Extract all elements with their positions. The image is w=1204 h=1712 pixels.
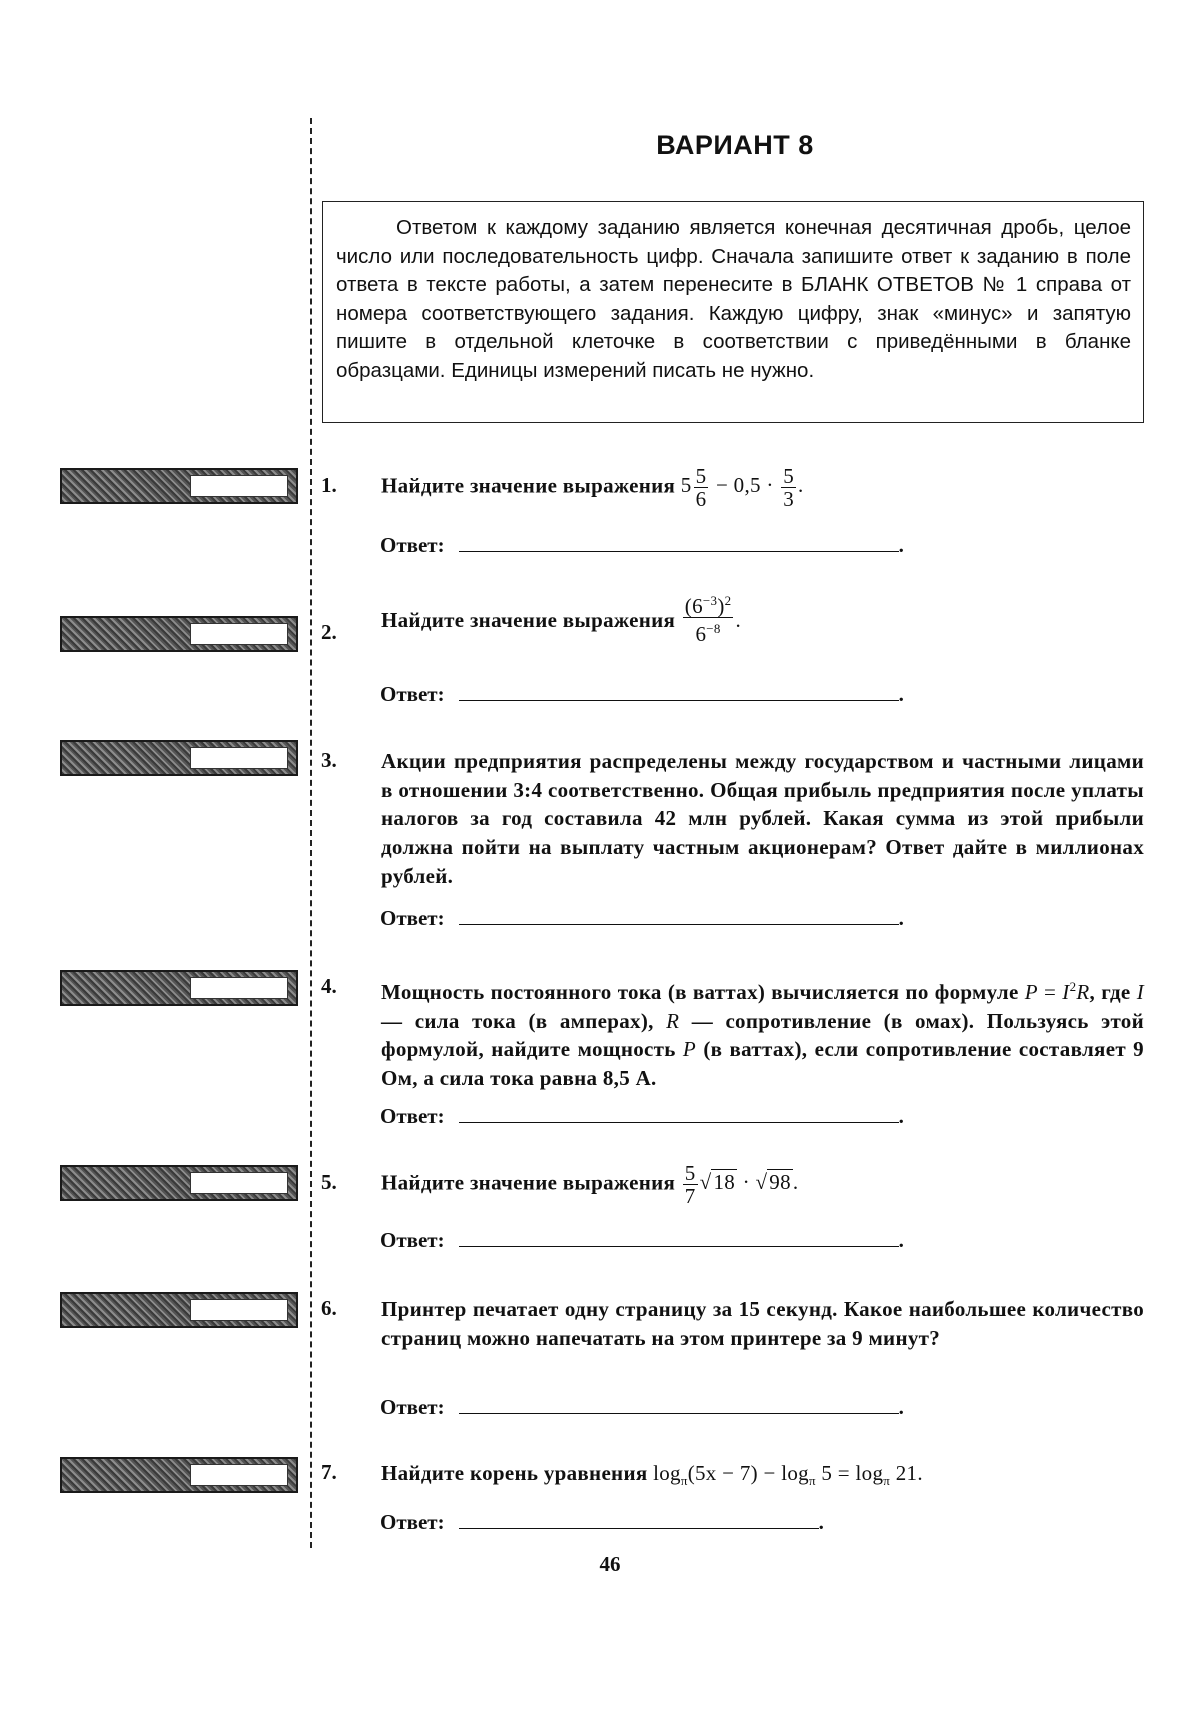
instructions-box — [322, 201, 1144, 423]
answer-cell[interactable] — [190, 977, 288, 999]
math-expression: $\frac{(6^{-3})^2}{6^{-8}}$ . — [681, 608, 741, 632]
answer-marker — [60, 1292, 298, 1328]
task-prompt: Найдите значение выражения — [381, 1170, 676, 1195]
instructions-text: Ответом к каждому заданию является конечная десятичная дробь, целое число или последовательность цифр. Сначала запишите ответ к заданию в поле ответа в тексте работы, а затем перенесите в БЛАНК ОТВЕТОВ № 1 справа от номера соответствующего задания. Каждую цифру, знак «минус» и запятую пишите в отдельной клеточке в соответствии с приведёнными в бланке образцами. Единицы измерений писать не нужно. — [336, 216, 1131, 382]
answer-line[interactable] — [459, 533, 899, 552]
answer-marker — [60, 616, 298, 652]
task-number: 7. — [321, 1460, 337, 1484]
answer-line[interactable] — [459, 682, 899, 701]
task-prompt: Акции предприятия распределены между государством и частными лицами в отношении 3:4 соответственно. Общая прибыль предприятия после уплаты налогов за год составила 42 млн рублей. Какая сумма из этой прибыли должна пойти на выплату частным акционерам? Ответ дайте в миллионах рублей. — [381, 749, 1144, 888]
variant-title: ВАРИАНТ 8 — [656, 130, 814, 160]
answer-row: Ответ: . — [380, 1104, 904, 1128]
task-number: 1. — [321, 473, 337, 497]
cut-line — [310, 118, 312, 1548]
task-text — [381, 590, 1144, 645]
task-text — [381, 1162, 1144, 1207]
task-text — [381, 1459, 1144, 1496]
answer-cell[interactable] — [190, 1299, 288, 1321]
answer-cell[interactable] — [190, 1172, 288, 1194]
answer-row: Ответ: . — [380, 1395, 904, 1419]
answer-marker — [60, 468, 298, 504]
answer-row: Ответ: . — [380, 906, 904, 930]
task-text — [381, 747, 1144, 891]
answer-row: Ответ: . — [380, 533, 904, 557]
answer-row: Ответ: . — [380, 1510, 824, 1534]
task-number: 2. — [321, 620, 337, 644]
math-expression: $\log_\pi(5x - 7) - \log_\pi 5 = \log_\pi 21$. — [653, 1461, 923, 1489]
task-number: 4. — [321, 974, 337, 998]
task-number: 3. — [321, 748, 337, 772]
answer-cell[interactable] — [190, 747, 288, 769]
task-number: 5. — [321, 1170, 337, 1194]
answer-marker — [60, 970, 298, 1006]
task-number: 6. — [321, 1296, 337, 1320]
task-text — [381, 465, 1144, 510]
page-number: 46 — [599, 1552, 621, 1576]
answer-cell[interactable] — [190, 475, 288, 497]
task-text — [381, 973, 1144, 1093]
answer-line[interactable] — [459, 906, 899, 925]
answer-marker — [60, 740, 298, 776]
math-expression: $\frac{5}{7}$ √18 · √98. — [684, 1161, 799, 1208]
answer-cell[interactable] — [190, 623, 288, 645]
task-prompt: Принтер печатает одну страницу за 15 секунд. Какое наибольшее количество страниц можно напечатать на этом принтере за 9 минут? — [381, 1297, 1144, 1350]
task-prompt: Найдите значение выражения — [381, 608, 676, 632]
task-prompt: Найдите значение выражения — [381, 473, 676, 498]
task-prompt: Мощность постоянного тока (в ваттах) вычисляется по формуле $P = I^2R$, где I — сила тока (в амперах), R — сопротивление (в омах). Пользуясь этой формулой, найдите мощность P (в ваттах), если сопротивление составляет 9 Ом, а сила тока равна 8,5 А. — [381, 979, 1145, 1091]
answer-row: Ответ: . — [380, 1228, 904, 1252]
task-text — [381, 1295, 1144, 1352]
answer-marker — [60, 1165, 298, 1201]
answer-line[interactable] — [459, 1395, 899, 1414]
answer-cell[interactable] — [190, 1464, 288, 1486]
answer-line[interactable] — [459, 1104, 899, 1123]
answer-row: Ответ: . — [380, 682, 904, 706]
answer-line[interactable] — [459, 1228, 899, 1247]
answer-line[interactable] — [459, 1510, 819, 1529]
answer-marker — [60, 1457, 298, 1493]
task-prompt: Найдите корень уравнения — [381, 1461, 648, 1485]
math-expression: 5 $\frac{5}{6}$ − 0,5 · $\frac{5}{3}$ . — [680, 464, 804, 511]
